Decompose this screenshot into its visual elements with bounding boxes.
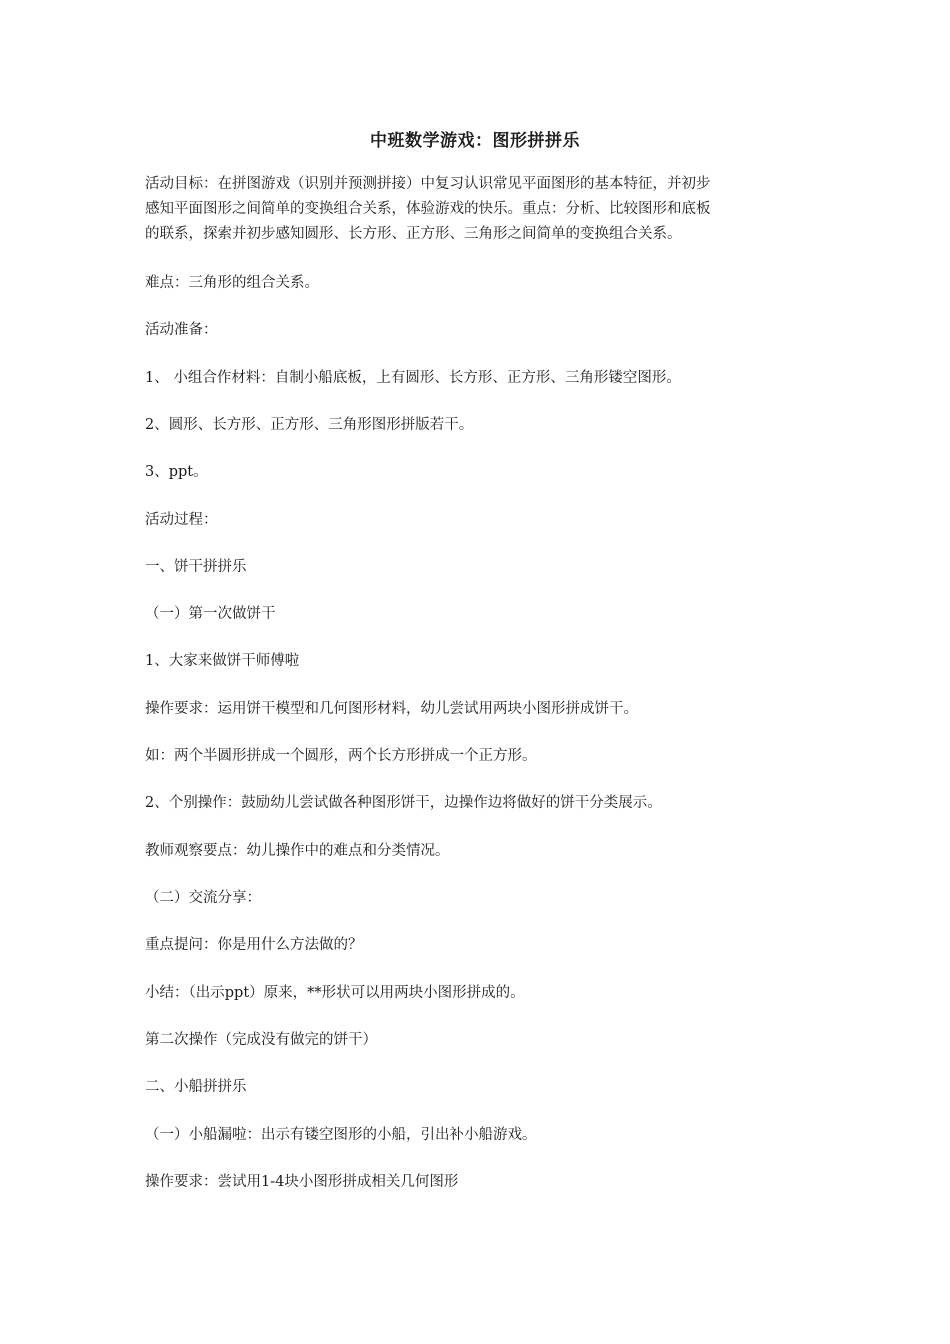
subsection-heading: （一）第一次做饼干 <box>145 606 276 622</box>
paragraph-requirement: 操作要求：运用饼干模型和几何图形材料，幼儿尝试用两块小图形拼成饼干。 <box>145 701 638 717</box>
subsection-heading: （一）小船漏啦：出示有镂空图形的小船，引出补小船游戏。 <box>145 1127 537 1143</box>
section-heading-2: 二、小船拼拼乐 <box>145 1079 247 1095</box>
paragraph-process-heading: 活动过程： <box>145 512 218 528</box>
paragraph-step: 2、个别操作：鼓励幼儿尝试做各种图形饼干，边操作边将做好的饼干分类展示。 <box>145 795 662 811</box>
document-title: 中班数学游戏：图形拼拼乐 <box>370 131 580 151</box>
intro-line: 的联系，探索并初步感知圆形、长方形、正方形、三角形之间简单的变换组合关系。 <box>145 226 682 242</box>
paragraph-requirement: 操作要求：尝试用1-4块小图形拼成相关几何图形 <box>145 1174 459 1190</box>
intro-line: 感知平面图形之间简单的变换组合关系，体验游戏的快乐。重点：分析、比较图形和底板 <box>145 201 711 217</box>
paragraph-difficulty: 难点：三角形的组合关系。 <box>145 275 319 291</box>
paragraph-example: 如：两个半圆形拼成一个圆形，两个长方形拼成一个正方形。 <box>145 748 537 764</box>
paragraph-material-2: 2、圆形、长方形、正方形、三角形图形拼版若干。 <box>145 417 474 433</box>
paragraph-summary: 小结：（出示ppt）原来，**形状可以用两块小图形拼成的。 <box>145 985 525 1001</box>
paragraph-observation: 教师观察要点：幼儿操作中的难点和分类情况。 <box>145 843 450 859</box>
paragraph-second-operation: 第二次操作（完成没有做完的饼干） <box>145 1032 377 1048</box>
paragraph-material-1: 1、 小组合作材料：自制小船底板，上有圆形、长方形、正方形、三角形镂空图形。 <box>145 370 681 386</box>
section-heading-1: 一、饼干拼拼乐 <box>145 559 247 575</box>
intro-line: 活动目标：在拼图游戏（识别并预测拼接）中复习认识常见平面图形的基本特征，并初步 <box>145 176 711 192</box>
subsection-heading: （二）交流分享： <box>145 890 261 906</box>
paragraph-material-3: 3、ppt。 <box>145 464 208 480</box>
activity-goal-paragraph <box>145 172 815 247</box>
paragraph-step: 1、大家来做饼干师傅啦 <box>145 653 300 669</box>
paragraph-question: 重点提问：你是用什么方法做的？ <box>145 937 363 953</box>
paragraph-preparation-heading: 活动准备： <box>145 322 218 338</box>
